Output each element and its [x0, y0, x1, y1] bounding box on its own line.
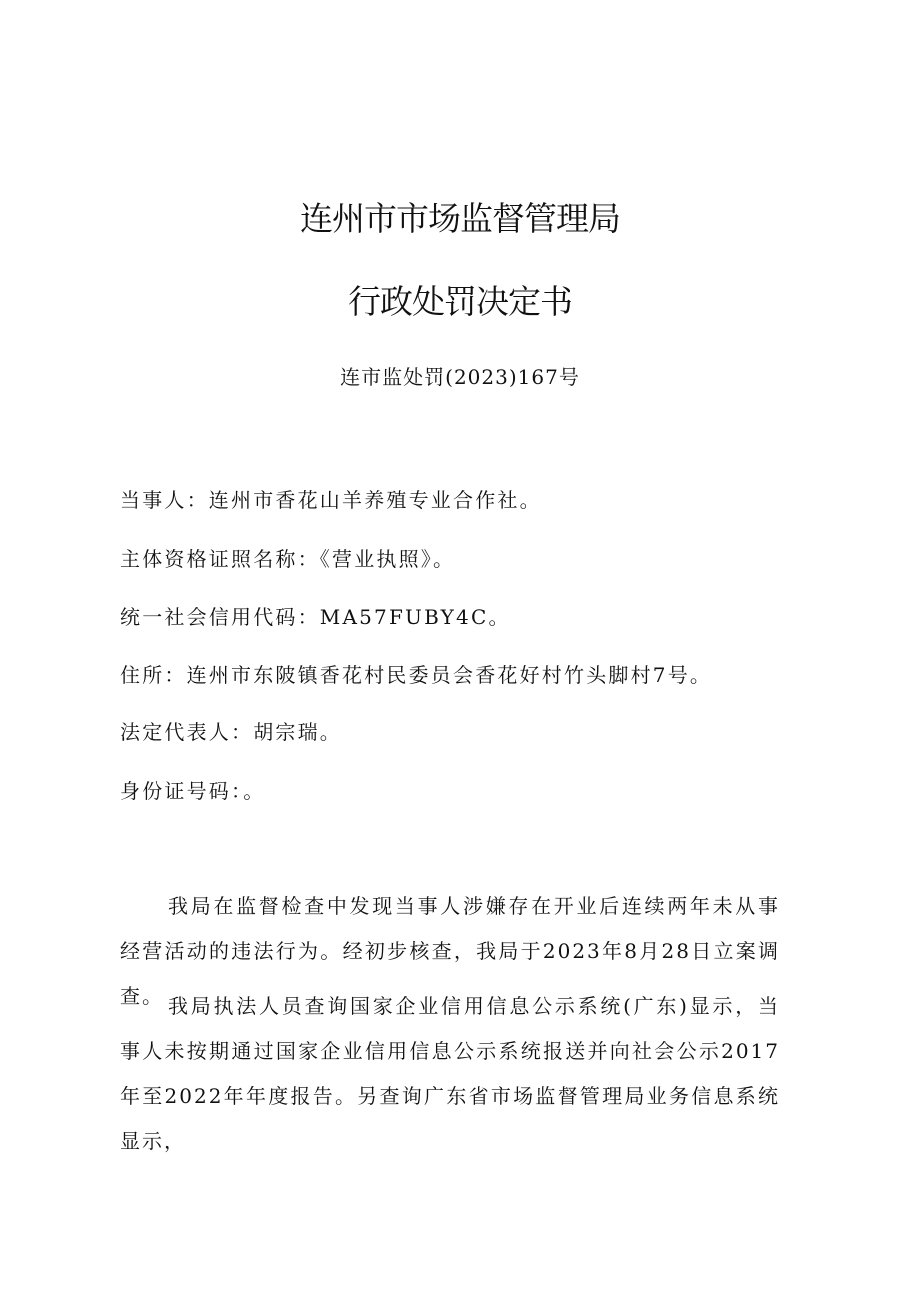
body-paragraph-1: 我局在监督检查中发现当事人涉嫌存在开业后连续两年未从事经营活动的违法行为。经初步核查，我局于2023年8月28日立案调查。: [120, 894, 780, 1008]
credit-code-line: 统一社会信用代码：MA57FUBY4C。: [120, 605, 511, 629]
document-type-title: 行政处罚决定书: [348, 282, 572, 321]
party-name-line: 当事人：连州市香花山羊养殖专业合作社。: [120, 488, 542, 512]
body-paragraph-2: 我局执法人员查询国家企业信用信息公示系统(广东)显示，当事人未按期通过国家企业信用信息公示系统报送并向社会公示2017年至2022年年度报告。另查询广东省市场监督管理局业务信息系统显示，: [120, 994, 780, 1153]
legal-representative-line: 法定代表人：胡宗瑞。: [120, 720, 342, 744]
address-line: 住所：连州市东陂镇香花村民委员会香花好村竹头脚村7号。: [120, 663, 713, 687]
agency-title: 连州市市场监督管理局: [300, 199, 620, 238]
id-number-line: 身份证号码：。: [120, 779, 266, 803]
license-name-line: 主体资格证照名称：《营业执照》。: [120, 547, 456, 571]
document-number: 连市监处罚(2023)167号: [340, 365, 580, 389]
